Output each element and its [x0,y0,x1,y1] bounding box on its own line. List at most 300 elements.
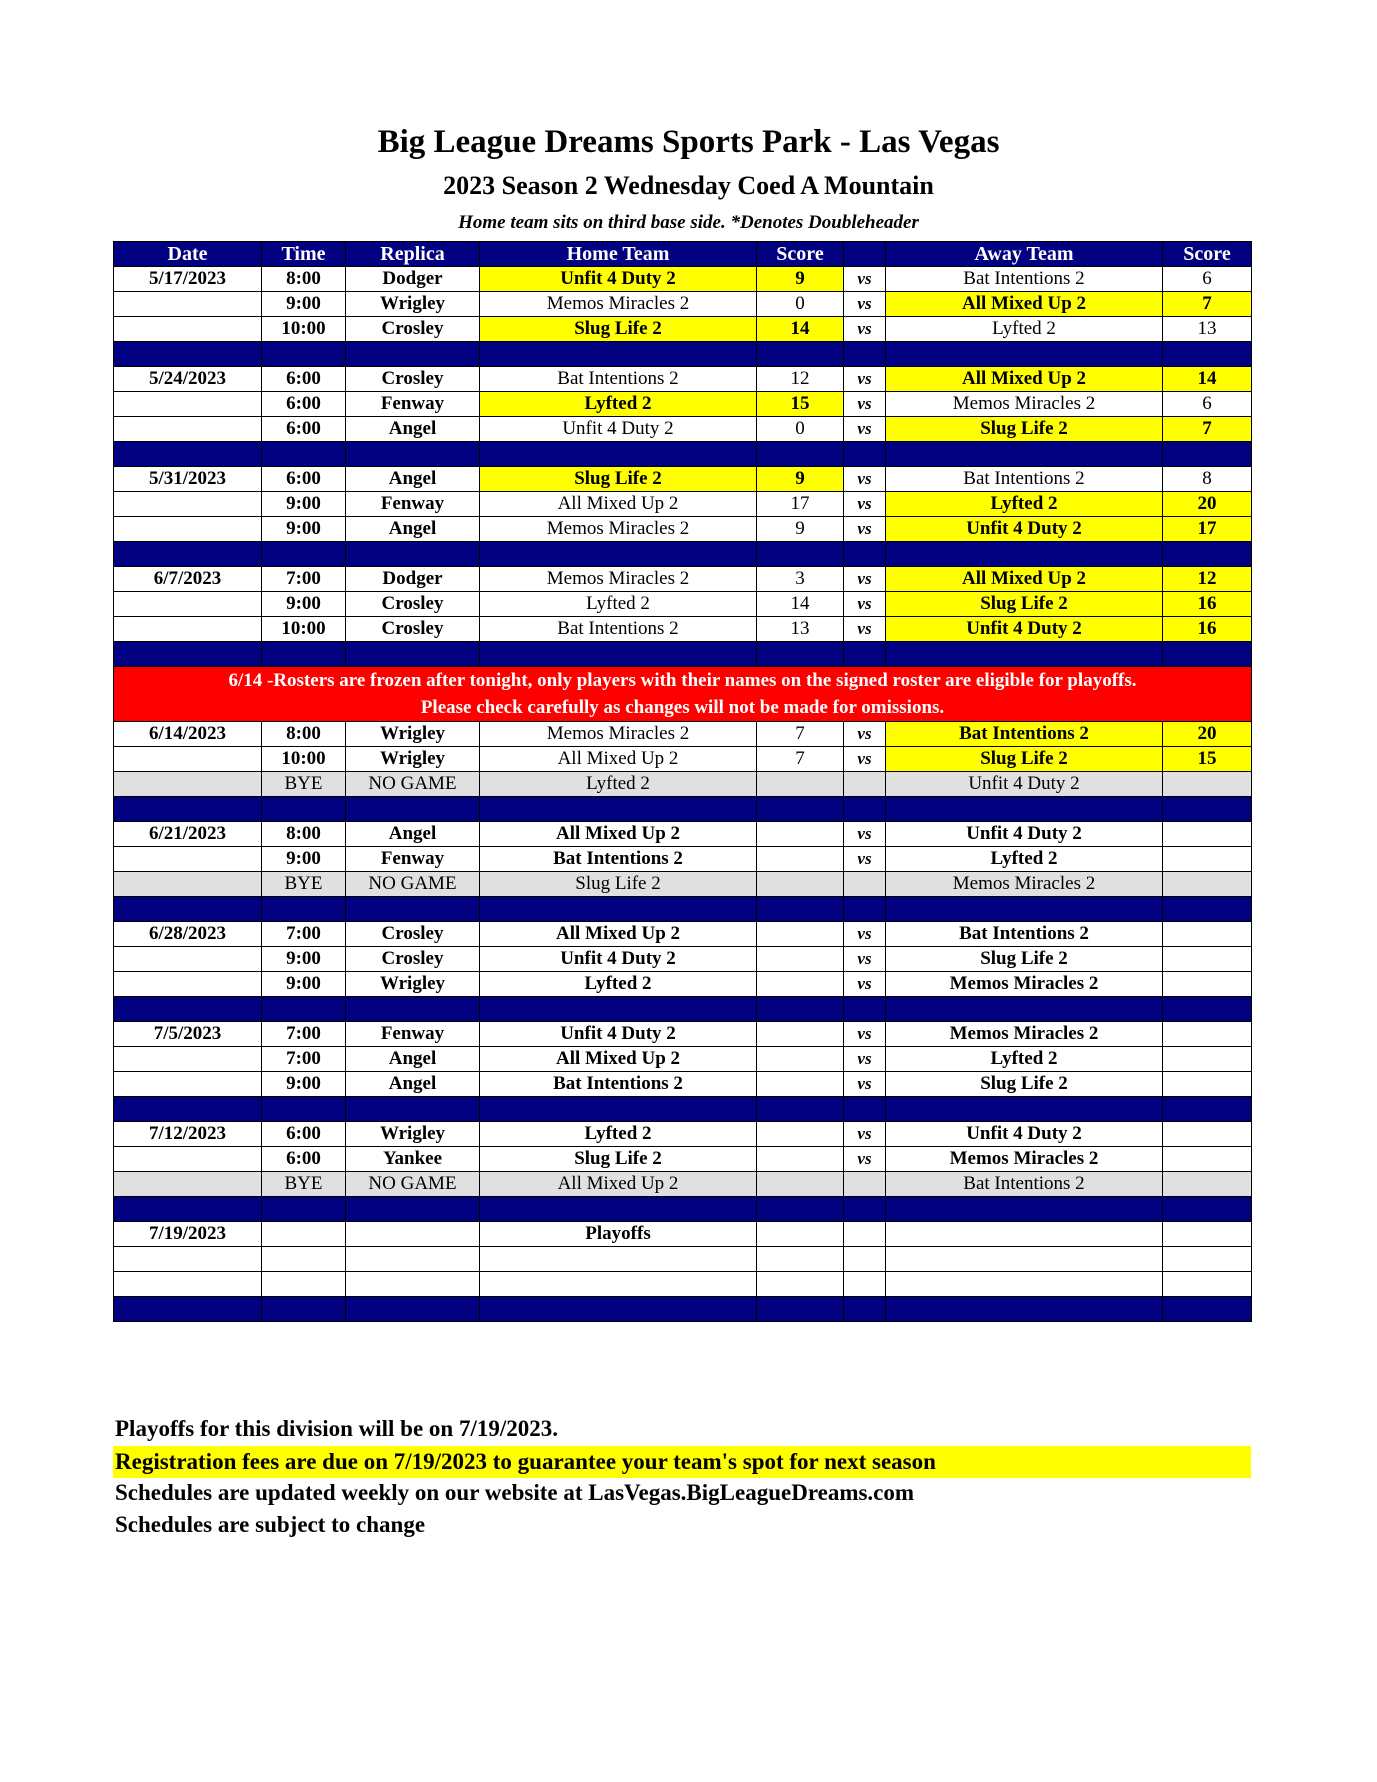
roster-notice [114,667,1252,722]
separator-cell [757,1297,844,1322]
game-row [114,1022,1252,1047]
home-team: All Mixed Up 2 [480,822,757,847]
vs-label: vs [844,1022,886,1047]
game-time: 9:00 [262,947,346,972]
home-team: All Mixed Up 2 [480,492,757,517]
game-date: 5/24/2023 [114,367,262,392]
separator-cell [480,797,757,822]
game-time: 9:00 [262,592,346,617]
home-score [757,972,844,997]
game-time: 8:00 [262,267,346,292]
away-score [1163,847,1252,872]
game-date [114,1047,262,1072]
separator-cell [886,642,1163,667]
game-time: 10:00 [262,617,346,642]
header-row [114,242,1252,267]
game-field: Wrigley [346,972,480,997]
game-time: 6:00 [262,467,346,492]
game-date [114,747,262,772]
game-time: 6:00 [262,392,346,417]
vs-label [844,1172,886,1197]
separator-cell [114,1297,262,1322]
away-score: 17 [1163,517,1252,542]
away-team: Slug Life 2 [886,417,1163,442]
col-date: Date [114,242,262,267]
separator-cell [346,797,480,822]
home-score: 9 [757,267,844,292]
away-score [1163,1172,1252,1197]
game-date [114,772,262,797]
game-field: Crosley [346,947,480,972]
away-score [1163,1122,1252,1147]
away-score: 8 [1163,467,1252,492]
home-team [480,1247,757,1272]
game-date [114,292,262,317]
away-score: 16 [1163,617,1252,642]
game-field: Angel [346,822,480,847]
roster-notice-line2: Please check carefully as changes will not be made for omissions. [420,697,945,718]
separator-cell [262,997,346,1022]
separator-cell [346,1297,480,1322]
game-field: Fenway [346,392,480,417]
separator-cell [844,1197,886,1222]
home-score [757,1047,844,1072]
away-score: 16 [1163,592,1252,617]
away-score [1163,1022,1252,1047]
home-score: 14 [757,317,844,342]
separator-cell [844,1297,886,1322]
vs-label: vs [844,617,886,642]
home-team: Memos Miracles 2 [480,567,757,592]
separator-row [114,342,1252,367]
game-field: Dodger [346,267,480,292]
game-field: Wrigley [346,292,480,317]
away-team: Bat Intentions 2 [886,1172,1163,1197]
home-score: 17 [757,492,844,517]
game-field: Wrigley [346,722,480,747]
home-score [757,1072,844,1097]
home-team: Unfit 4 Duty 2 [480,1022,757,1047]
away-team: Slug Life 2 [886,1072,1163,1097]
game-row [114,467,1252,492]
away-score [1163,1072,1252,1097]
vs-label: vs [844,367,886,392]
game-field [346,1272,480,1297]
separator-cell [480,542,757,567]
separator-cell [346,997,480,1022]
home-score [757,1122,844,1147]
separator-cell [480,1197,757,1222]
home-score: 13 [757,617,844,642]
game-row [114,922,1252,947]
col-away-team: Away Team [886,242,1163,267]
separator-cell [886,1297,1163,1322]
game-date [114,1072,262,1097]
home-team: Bat Intentions 2 [480,367,757,392]
home-team: Bat Intentions 2 [480,1072,757,1097]
home-team: Slug Life 2 [480,1147,757,1172]
separator-cell [480,642,757,667]
game-date [114,592,262,617]
game-time: BYE [262,872,346,897]
away-team: Memos Miracles 2 [886,972,1163,997]
home-team: Lyfted 2 [480,392,757,417]
footer-registration: Registration fees are due on 7/19/2023 to guarantee your team's spot for next season [113,1446,1251,1478]
game-field [346,1222,480,1247]
game-time: BYE [262,772,346,797]
away-score: 7 [1163,292,1252,317]
col-replica: Replica [346,242,480,267]
game-row [114,1072,1252,1097]
away-team: Slug Life 2 [886,592,1163,617]
away-team: Memos Miracles 2 [886,1022,1163,1047]
separator-cell [262,542,346,567]
vs-label: vs [844,847,886,872]
separator-cell [844,442,886,467]
game-time: 6:00 [262,367,346,392]
game-time: BYE [262,1172,346,1197]
separator-cell [262,1197,346,1222]
home-team: Bat Intentions 2 [480,617,757,642]
game-field: Fenway [346,492,480,517]
separator-cell [1163,1297,1252,1322]
game-date [114,517,262,542]
game-date [114,492,262,517]
game-time: 9:00 [262,292,346,317]
game-row [114,1247,1252,1272]
separator-cell [1163,997,1252,1022]
separator-cell [757,642,844,667]
separator-cell [346,1097,480,1122]
vs-label: vs [844,467,886,492]
roster-notice-line1: 6/14 -Rosters are frozen after tonight, only players with their names on the signed roster are eligible for playoffs. [228,670,1137,691]
vs-label: vs [844,1072,886,1097]
footer-website: Schedules are updated weekly on our website at LasVegas.BigLeagueDreams.com [115,1480,915,1505]
separator-cell [114,1097,262,1122]
game-field: Crosley [346,922,480,947]
separator-cell [346,542,480,567]
game-date: 5/31/2023 [114,467,262,492]
home-score [757,1222,844,1247]
col-time: Time [262,242,346,267]
home-score [757,847,844,872]
col-home-score: Score [757,242,844,267]
separator-cell [757,442,844,467]
away-team: Lyfted 2 [886,847,1163,872]
vs-label: vs [844,947,886,972]
separator-cell [346,1197,480,1222]
home-team: Memos Miracles 2 [480,517,757,542]
away-team: All Mixed Up 2 [886,567,1163,592]
home-score: 0 [757,292,844,317]
game-row [114,822,1252,847]
game-row [114,972,1252,997]
home-score [757,1147,844,1172]
game-field: Angel [346,467,480,492]
game-row [114,617,1252,642]
home-team: Lyfted 2 [480,592,757,617]
game-date [114,617,262,642]
separator-cell [757,797,844,822]
game-field: Angel [346,517,480,542]
home-score [757,922,844,947]
home-team: All Mixed Up 2 [480,747,757,772]
game-time [262,1222,346,1247]
vs-label: vs [844,1122,886,1147]
separator-cell [114,1197,262,1222]
game-field: Dodger [346,567,480,592]
game-time: 10:00 [262,317,346,342]
game-row [114,1122,1252,1147]
vs-label: vs [844,292,886,317]
roster-notice-row [114,667,1252,722]
separator-cell [1163,897,1252,922]
game-row [114,492,1252,517]
separator-cell [1163,797,1252,822]
separator-cell [114,997,262,1022]
separator-cell [346,442,480,467]
separator-cell [757,997,844,1022]
separator-cell [844,797,886,822]
separator-cell [1163,442,1252,467]
game-date: 5/17/2023 [114,267,262,292]
separator-cell [886,442,1163,467]
separator-cell [262,1297,346,1322]
vs-label: vs [844,567,886,592]
vs-label: vs [844,517,886,542]
separator-cell [346,897,480,922]
game-field: Yankee [346,1147,480,1172]
separator-cell [262,442,346,467]
separator-cell [480,1097,757,1122]
home-score [757,1172,844,1197]
game-row [114,292,1252,317]
away-score: 7 [1163,417,1252,442]
game-time: 8:00 [262,722,346,747]
away-score [1163,822,1252,847]
away-score: 20 [1163,492,1252,517]
home-team: Lyfted 2 [480,772,757,797]
page-note: Home team sits on third base side. *Denotes Doubleheader [458,212,919,233]
vs-label: vs [844,1047,886,1072]
col-away-score: Score [1163,242,1252,267]
home-team: Memos Miracles 2 [480,722,757,747]
separator-cell [480,342,757,367]
game-date [114,392,262,417]
game-row [114,1272,1252,1297]
game-field: Wrigley [346,747,480,772]
away-team: Lyfted 2 [886,317,1163,342]
col-vs [844,242,886,267]
game-date [114,317,262,342]
separator-cell [844,342,886,367]
home-score [757,822,844,847]
game-row [114,592,1252,617]
separator-cell [114,642,262,667]
game-time: 6:00 [262,1122,346,1147]
vs-label: vs [844,922,886,947]
separator-cell [886,997,1163,1022]
game-row [114,317,1252,342]
away-score: 15 [1163,747,1252,772]
game-field: Angel [346,1072,480,1097]
game-date: 7/19/2023 [114,1222,262,1247]
away-score [1163,1047,1252,1072]
game-time: 6:00 [262,417,346,442]
away-score: 14 [1163,367,1252,392]
away-team: Bat Intentions 2 [886,922,1163,947]
game-field: Fenway [346,1022,480,1047]
game-date: 6/28/2023 [114,922,262,947]
separator-row [114,897,1252,922]
home-team: Lyfted 2 [480,972,757,997]
home-team: All Mixed Up 2 [480,922,757,947]
vs-label [844,1222,886,1247]
page-title: Big League Dreams Sports Park - Las Vegas [377,124,1000,160]
separator-row [114,442,1252,467]
home-team: Bat Intentions 2 [480,847,757,872]
home-team: All Mixed Up 2 [480,1172,757,1197]
separator-cell [114,797,262,822]
footer-subject: Schedules are subject to change [115,1512,426,1537]
away-team: Bat Intentions 2 [886,267,1163,292]
vs-label: vs [844,267,886,292]
game-field: Fenway [346,847,480,872]
vs-label: vs [844,392,886,417]
away-team: Bat Intentions 2 [886,722,1163,747]
game-row [114,417,1252,442]
away-score [1163,772,1252,797]
separator-cell [346,642,480,667]
vs-label [844,872,886,897]
home-team: Slug Life 2 [480,872,757,897]
home-team: All Mixed Up 2 [480,1047,757,1072]
away-team: Slug Life 2 [886,947,1163,972]
home-score: 7 [757,747,844,772]
separator-cell [1163,342,1252,367]
separator-cell [480,442,757,467]
game-time: 9:00 [262,972,346,997]
home-team: Unfit 4 Duty 2 [480,267,757,292]
vs-label: vs [844,417,886,442]
away-team: Memos Miracles 2 [886,872,1163,897]
separator-cell [262,1097,346,1122]
schedule-table [113,241,1252,1322]
game-date [114,1147,262,1172]
away-team [886,1272,1163,1297]
home-score [757,1247,844,1272]
vs-label: vs [844,722,886,747]
home-score: 9 [757,517,844,542]
separator-cell [480,997,757,1022]
game-field: Angel [346,1047,480,1072]
separator-cell [757,897,844,922]
separator-row [114,1097,1252,1122]
game-row [114,367,1252,392]
separator-cell [757,1097,844,1122]
game-date [114,972,262,997]
game-date [114,417,262,442]
separator-cell [480,1297,757,1322]
game-date [114,1172,262,1197]
vs-label: vs [844,972,886,997]
away-team: Slug Life 2 [886,747,1163,772]
page-subtitle: 2023 Season 2 Wednesday Coed A Mountain [443,171,934,200]
away-score: 6 [1163,392,1252,417]
home-score [757,872,844,897]
game-time: 7:00 [262,922,346,947]
home-team: Playoffs [480,1222,757,1247]
footer-playoffs: Playoffs for this division will be on 7/19/2023. [115,1416,559,1441]
game-field: NO GAME [346,872,480,897]
home-team: Slug Life 2 [480,317,757,342]
separator-cell [1163,642,1252,667]
game-row [114,947,1252,972]
game-time [262,1247,346,1272]
vs-label [844,772,886,797]
game-row [114,722,1252,747]
vs-label: vs [844,592,886,617]
game-date: 7/5/2023 [114,1022,262,1047]
separator-cell [1163,542,1252,567]
separator-cell [346,342,480,367]
separator-cell [480,897,757,922]
home-team: Unfit 4 Duty 2 [480,947,757,972]
separator-cell [844,997,886,1022]
home-score: 7 [757,722,844,747]
separator-row [114,997,1252,1022]
game-time: 10:00 [262,747,346,772]
away-score: 12 [1163,567,1252,592]
away-score [1163,947,1252,972]
separator-cell [757,342,844,367]
vs-label [844,1247,886,1272]
game-date: 7/12/2023 [114,1122,262,1147]
game-time: 9:00 [262,1072,346,1097]
away-team: Memos Miracles 2 [886,1147,1163,1172]
game-row [114,1047,1252,1072]
game-field: Crosley [346,367,480,392]
vs-label [844,1272,886,1297]
game-row [114,267,1252,292]
bye-row [114,872,1252,897]
home-score: 9 [757,467,844,492]
away-team: Lyfted 2 [886,492,1163,517]
game-field [346,1247,480,1272]
game-time: 7:00 [262,567,346,592]
separator-cell [114,542,262,567]
game-date [114,872,262,897]
separator-cell [886,897,1163,922]
separator-cell [757,1197,844,1222]
separator-cell [757,542,844,567]
game-row [114,847,1252,872]
game-date: 6/21/2023 [114,822,262,847]
separator-cell [1163,1197,1252,1222]
game-date [114,947,262,972]
game-time: 8:00 [262,822,346,847]
game-row [114,747,1252,772]
home-score: 14 [757,592,844,617]
home-team: Unfit 4 Duty 2 [480,417,757,442]
away-score [1163,1247,1252,1272]
separator-row [114,542,1252,567]
away-team: Lyfted 2 [886,1047,1163,1072]
separator-cell [262,342,346,367]
separator-row [114,1197,1252,1222]
vs-label: vs [844,822,886,847]
vs-label: vs [844,747,886,772]
